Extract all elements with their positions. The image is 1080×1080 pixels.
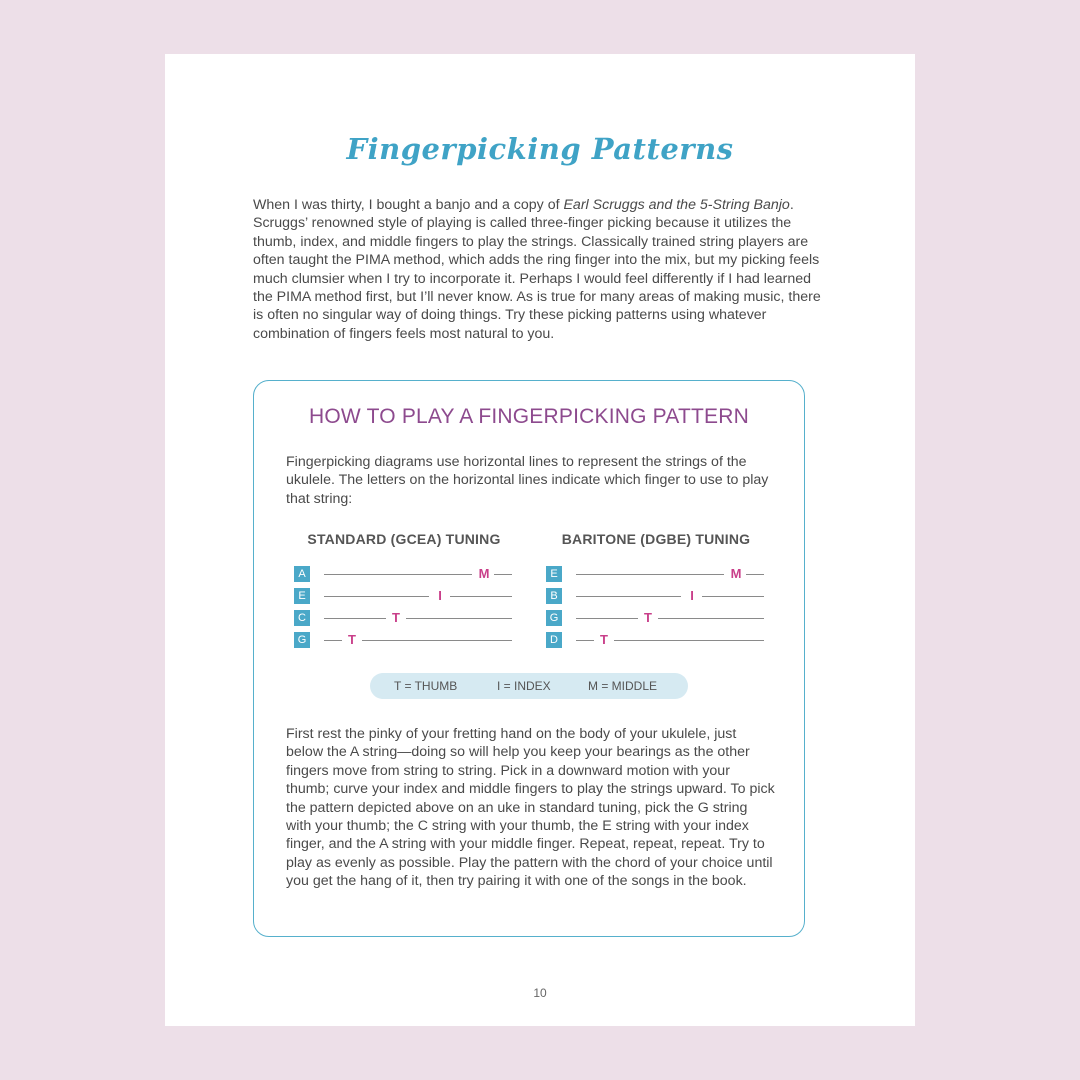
finger-marker: M — [730, 566, 742, 581]
string-row — [294, 588, 514, 604]
string-line — [576, 640, 594, 641]
string-line — [324, 596, 429, 597]
finger-legend — [370, 673, 688, 699]
string-line — [406, 618, 512, 619]
legend-thumb: T = THUMB — [394, 679, 458, 693]
string-label: E — [294, 588, 310, 604]
string-row — [546, 632, 766, 648]
string-line — [450, 596, 512, 597]
string-line — [576, 574, 724, 575]
baritone-tuning-diagram — [546, 531, 766, 656]
finger-marker: T — [392, 610, 400, 625]
legend-index: I = INDEX — [497, 679, 551, 693]
string-row — [546, 566, 766, 582]
finger-marker: I — [690, 588, 694, 603]
intro-text-end: . Scruggs’ renowned style of playing is called three-finger picking because it utilizes the thumb, index, and middle fingers to play the strings. Classically trained string players are often taught the PIMA method, which adds the ring finger into the mix, but my picking feels much clumsier when I try to incorporate it. Perhaps I would feel differently if I had learned the PIMA method first, but I’ll never know. As is true for many areas of making music, there is often no singular way of doing things. Try these picking patterns using whatever combination of fingers feels most natural to you. — [253, 197, 821, 342]
string-line — [746, 574, 764, 575]
string-label: A — [294, 566, 310, 582]
string-line — [576, 618, 638, 619]
string-line — [658, 618, 764, 619]
finger-marker: T — [644, 610, 652, 625]
string-row — [294, 610, 514, 626]
instructions-paragraph: First rest the pinky of your fretting hand on the body of your ukulele, just below the A string—doing so will help you keep your bearings as the other fingers move from string to string. Pick in a downward motion with your thumb; curve your index and middle fingers to play the strings upward. To pick the pattern depicted above on an uke in standard tuning, pick the G string with your thumb; the C string with your thumb, the E string with your index finger, and the A string with your middle finger. Repeat, repeat, repeat. Try to play as evenly as possible. Play the pattern with the chord of your choice until you get the hang of it, then try pairing it with one of the songs in the book. — [286, 726, 775, 890]
string-line — [614, 640, 764, 641]
string-line — [576, 596, 681, 597]
book-page — [165, 54, 915, 1026]
book-title: Earl Scruggs and the 5-String Banjo — [563, 197, 790, 213]
string-label: E — [546, 566, 562, 582]
string-row — [546, 610, 766, 626]
diagram-title: BARITONE (DGBE) TUNING — [561, 531, 751, 547]
string-line — [324, 618, 386, 619]
finger-marker: T — [600, 632, 608, 647]
finger-marker: M — [478, 566, 490, 581]
string-line — [702, 596, 764, 597]
string-line — [494, 574, 512, 575]
page-title: Fingerpicking Patterns — [346, 132, 734, 166]
finger-marker: I — [438, 588, 442, 603]
standard-tuning-diagram — [294, 531, 514, 656]
box-title: HOW TO PLAY A FINGERPICKING PATTERN — [309, 405, 749, 428]
string-line — [324, 574, 472, 575]
intro-text-start: When I was thirty, I bought a banjo and a copy of — [253, 197, 564, 213]
string-line — [362, 640, 512, 641]
string-row — [294, 566, 514, 582]
string-label: C — [294, 610, 310, 626]
diagram-title: STANDARD (GCEA) TUNING — [307, 531, 501, 547]
how-to-box — [253, 380, 805, 937]
string-row — [294, 632, 514, 648]
string-label: B — [546, 588, 562, 604]
string-label: G — [294, 632, 310, 648]
string-label: D — [546, 632, 562, 648]
legend-middle: M = MIDDLE — [588, 679, 658, 693]
string-label: G — [546, 610, 562, 626]
page-number: 10 — [533, 986, 547, 1000]
string-line — [324, 640, 342, 641]
intro-paragraph — [253, 196, 823, 343]
finger-marker: T — [348, 632, 356, 647]
string-row — [546, 588, 766, 604]
box-description: Fingerpicking diagrams use horizontal lines to represent the strings of the ukulele. The letters on the horizontal lines indicate which finger to use to play that string: — [286, 454, 769, 507]
